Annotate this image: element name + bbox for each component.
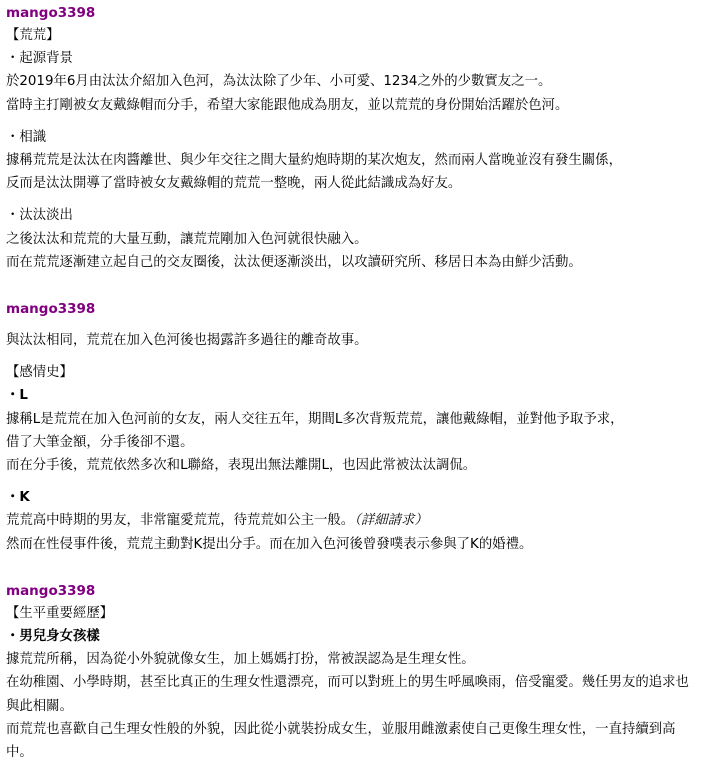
paragraph-line: 而荒荒也喜歡自己生理女性般的外貌，因此從小就裝扮成女生，並服用雌激素使自己更像生理女性，一直持續到高中。 <box>6 721 676 761</box>
detail-note: （詳細請求） <box>354 513 428 529</box>
paragraph-line: 當時主打剛被女友戴綠帽而分手，希望大家能跟他成為朋友，並以荒荒的身份開始活躍於色河。 <box>6 97 569 113</box>
paragraph-text: 荒荒高中時期的男友，非常寵愛荒荒，待荒荒如公主一般。 <box>6 513 355 529</box>
post-author[interactable]: mango3398 <box>6 5 96 21</box>
subsection-title: ・男兒身女孩樣 <box>6 629 100 645</box>
paragraph-line: 之後汰汰和荒荒的大量互動，讓荒荒剛加入色河就很快融入。 <box>6 231 368 247</box>
paragraph-line: 而在荒荒逐漸建立起自己的交友圈後，汰汰便逐漸淡出，以攻讀研究所、移居日本為由鮮少活動。 <box>6 254 582 270</box>
post-author[interactable]: mango3398 <box>6 582 96 599</box>
paragraph-line: 在幼稚園、小學時期，甚至比真正的生理女性還漂亮，而可以對班上的男生呼風喚雨，倍受寵愛。幾任男友的追求也與此相關。 <box>6 675 689 714</box>
paragraph-line <box>6 509 709 532</box>
paragraph-line: 而在分手後，荒荒依然多次和L聯絡，表現出無法離開L，也因此常被汰汰調侃。 <box>6 458 477 474</box>
post-2 <box>0 298 709 556</box>
paragraph-line: 然而在性侵事件後，荒荒主動對K提出分手。而在加入色河後曾發噗表示參與了K的婚禮。 <box>6 536 533 552</box>
subsection-title: ・汰汰淡出 <box>6 208 73 224</box>
section-header: 【荒荒】 <box>6 28 60 43</box>
paragraph-line: 反而是汰汰開導了當時被女友戴綠帽的荒荒一整晚，兩人從此結識成為好友。 <box>6 176 462 192</box>
section-header: 【感情史】 <box>6 365 73 381</box>
paragraph-line: 據稱L是荒荒在加入色河前的女友，兩人交往五年，期間L多次背叛荒荒，讓他戴綠帽，並對他予取予求， <box>6 411 624 427</box>
paragraph-line: 據荒荒所稱，因為從小外貌就像女生，加上媽媽打扮，常被誤認為是生理女性。 <box>6 652 475 668</box>
paragraph-line: 與汰汰相同，荒荒在加入色河後也揭露許多過往的離奇故事。 <box>6 333 368 349</box>
section-header: 【生平重要經歷】 <box>6 605 114 621</box>
paragraph-line: 據稱荒荒是汰汰在肉醬離世、與少年交往之間大量約炮時期的某次炮友，然而兩人當晚並沒有發生關係， <box>6 153 622 169</box>
subsection-title: ・起源背景 <box>6 51 73 67</box>
post-1 <box>0 2 709 274</box>
post-3 <box>0 580 709 764</box>
subsection-title: ・K <box>6 490 30 506</box>
paragraph-line: 借了大筆金額，分手後卻不還。 <box>6 434 194 450</box>
subsection-title: ・L <box>6 388 28 404</box>
subsection-title: ・相識 <box>6 129 47 145</box>
post-author[interactable]: mango3398 <box>6 301 96 318</box>
paragraph-line: 於2019年6月由汰汰介紹加入色河，為汰汰除了少年、小可愛、1234之外的少數實友之一。 <box>6 74 552 90</box>
